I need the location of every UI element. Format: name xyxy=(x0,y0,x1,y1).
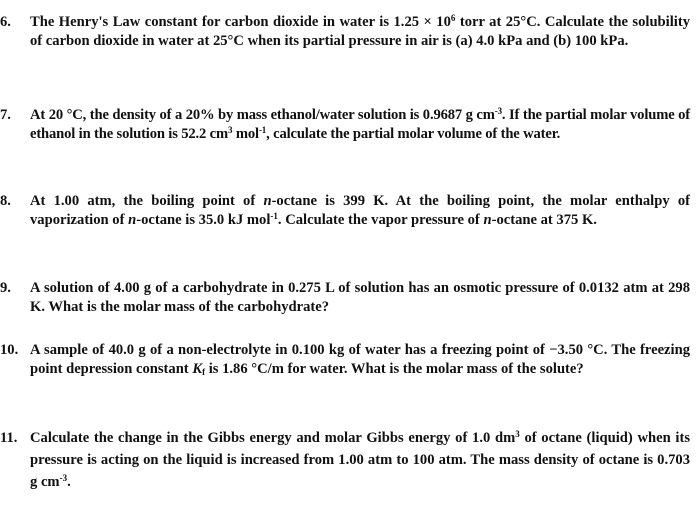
text-segment: At 20 °C, the density of a 20% by mass ethanol/water solution is 0.9687 g cm xyxy=(30,107,495,123)
problem-text xyxy=(30,192,690,229)
problem-10 xyxy=(0,341,690,378)
text-segment: , calculate the partial molar volume of the water. xyxy=(266,125,561,142)
text-segment: 10 xyxy=(431,14,451,30)
problem-text xyxy=(30,279,690,316)
problem-number: 11. xyxy=(0,430,18,446)
problem-8 xyxy=(0,192,690,229)
italic-n: n xyxy=(483,211,492,228)
text-segment: At 1.00 atm, the boiling point of xyxy=(30,193,264,209)
text-segment: mol xyxy=(232,125,259,142)
superscript: 3 xyxy=(515,429,520,439)
problem-11 xyxy=(0,427,690,493)
text-segment: -octane is 35.0 kJ mol xyxy=(136,211,271,228)
subscript: f xyxy=(202,366,206,377)
text-segment: . Calculate the vapor pressure of xyxy=(277,211,484,228)
superscript: 6 xyxy=(450,13,456,23)
problem-number: 9. xyxy=(0,280,11,296)
problem-text xyxy=(30,341,690,378)
text-segment: . xyxy=(67,474,71,490)
problem-text xyxy=(30,427,690,493)
text-segment: is 1.86 °C/m for water. What is the molar mass of the solute? xyxy=(205,360,584,377)
superscript: -1 xyxy=(270,210,278,221)
problem-text xyxy=(30,13,690,50)
text-segment: The Henry's Law constant for carbon dioxide in water is 1.25 xyxy=(30,14,424,30)
problem-6 xyxy=(0,13,690,50)
text-segment: Calculate the change in the Gibbs energy and molar Gibbs energy of 1.0 dm xyxy=(30,430,516,446)
text-segment: of octane (liquid) when its pressure is acting on the liquid is increased from 1.00 atm to 100 atm. The mass density of octane is 0.703 g cm xyxy=(30,430,690,490)
problem-number: 10. xyxy=(0,342,19,358)
text-segment: A sample of 40.0 g of a non-electrolyte in 0.100 kg of water has a freezing point of −3.50 °C. The freezing point depression constant xyxy=(30,342,690,377)
italic-n: n xyxy=(128,211,137,228)
problem-number: 8. xyxy=(0,193,11,209)
text-segment: -octane is 399 K. At the boiling point, the molar enthalpy of vaporization of xyxy=(30,193,690,228)
superscript: -1 xyxy=(258,124,267,135)
superscript: 3 xyxy=(228,124,233,135)
problem-7 xyxy=(0,106,690,143)
problem-number: 7. xyxy=(0,107,11,123)
problem-9 xyxy=(0,279,690,316)
text-segment: A solution of 4.00 g of a carbohydrate in 0.275 L of solution has an osmotic pressure of 0.0132 atm at 298 K. What is the molar mass of the carbohydrate? xyxy=(30,280,690,315)
problem-number: 6. xyxy=(0,14,11,30)
italic-k: K xyxy=(192,360,203,377)
problem-text xyxy=(30,106,690,143)
times-symbol: × xyxy=(423,14,432,30)
text-segment: -octane at 375 K. xyxy=(491,211,597,228)
italic-n: n xyxy=(263,193,272,209)
text-segment: . If the partial molar volume of ethanol in the solution is 52.2 cm xyxy=(30,107,690,142)
text-segment: torr at 25°C. Calculate the solubility of carbon dioxide in water at 25°C when its partial pressure in air is (a) 4.0 kPa and (b) 100 kPa. xyxy=(30,14,690,49)
superscript: -3 xyxy=(59,473,68,483)
superscript: -3 xyxy=(494,106,502,116)
